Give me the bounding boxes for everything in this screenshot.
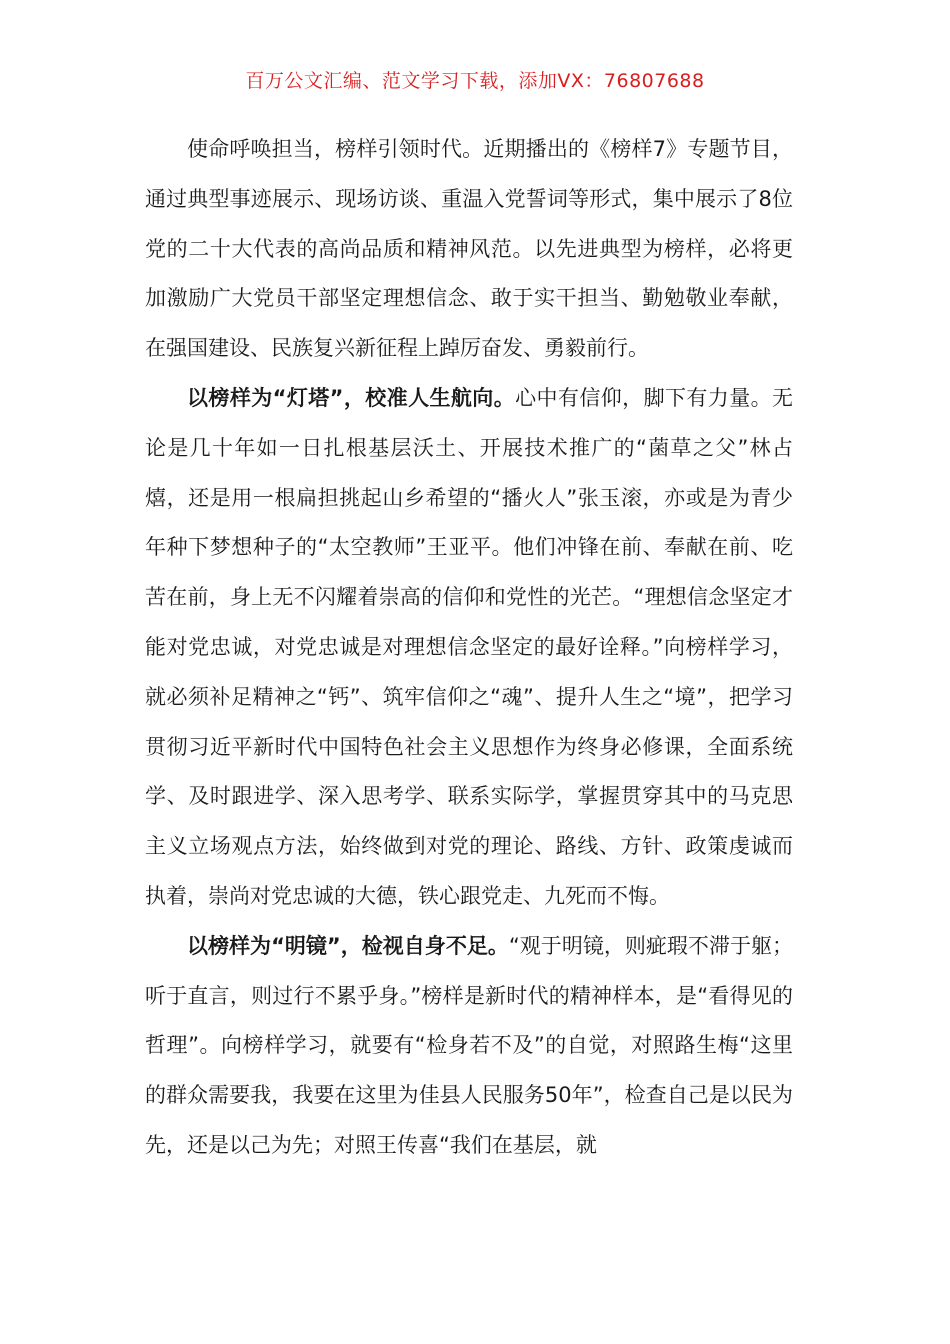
- document-body: [145, 125, 793, 1171]
- paragraph-lighthouse: [145, 374, 793, 922]
- paragraph-text: 使命呼唤担当，榜样引领时代。近期播出的《榜样7》专题节目，通过典型事迹展示、现场访谈、重温入党誓词等形式，集中展示了8位党的二十大代表的高尚品质和精神风范。以先进典型为榜样，必将更加激励广大党员干部坚定理想信念、敢于实干担当、勤勉敬业奉献，在强国建设、民族复兴新征程上踔厉奋发、勇毅前行。: [145, 137, 793, 361]
- paragraph-mirror: [145, 922, 793, 1171]
- paragraph-text: “观于明镜，则疵瑕不滞于躯；听于直言，则过行不累乎身。”榜样是新时代的精神样本，是“看得见的哲理”。向榜样学习，就要有“检身若不及”的自觉，对照路生梅“这里的群众需要我，我要在这里为佳县人民服务50年”，检查自己是以民为先，还是以己为先；对照王传喜“我们在基层，就: [145, 933, 793, 1157]
- paragraph-lead: 以榜样为“明镜”，检视自身不足。: [187, 933, 509, 958]
- header-notice: 百万公文汇编、范文学习下载，添加VX：76807688: [245, 70, 705, 92]
- paragraph-text: 心中有信仰，脚下有力量。无论是几十年如一日扎根基层沃土、开展技术推广的“菌草之父”林占熺，还是用一根扁担挑起山乡希望的“播火人”张玉滚，亦或是为青少年种下梦想种子的“太空教师”王亚平。他们冲锋在前、奉献在前、吃苦在前，身上无不闪耀着崇高的信仰和党性的光芒。“理想信念坚定才能对党忠诚，对党忠诚是对理想信念坚定的最好诠释。”向榜样学习，就必须补足精神之“钙”、筑牢信仰之“魂”、提升人生之“境”，把学习贯彻习近平新时代中国特色社会主义思想作为终身必修课，全面系统学、及时跟进学、深入思考学、联系实际学，掌握贯穿其中的马克思主义立场观点方法，始终做到对党的理论、路线、方针、政策虔诚而执着，崇尚对党忠诚的大德，铁心跟党走、九死而不悔。: [145, 385, 794, 908]
- paragraph-lead: 以榜样为“灯塔”，校准人生航向。: [187, 385, 516, 410]
- paragraph-intro: [145, 125, 793, 374]
